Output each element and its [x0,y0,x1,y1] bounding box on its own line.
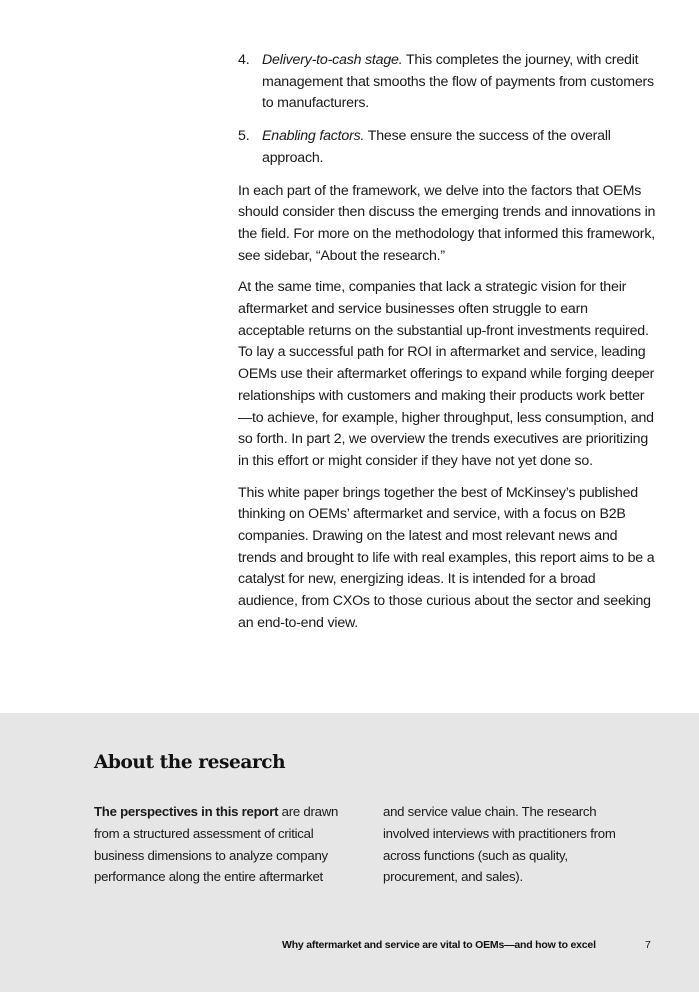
footer-title: Why aftermarket and service are vital to OEMs—and how to excel [282,939,596,951]
main-content [238,50,658,645]
list-item-label: Delivery-to-cash stage. [262,52,403,68]
list-item-text: This completes the journey, with credit management that smooths the flow of payments from customers to manufacturers. [262,52,654,112]
list-item-enabling-factors [238,126,658,169]
paragraph-framework: In each part of the framework, we delve into the factors that OEMs should consider then discuss the emerging trends and innovations in the field. For more on the methodology that informed this framework, see sidebar, “About the research.” [238,182,656,264]
sidebar-left-text: are drawn from a structured assessment of critical business dimensions to analyze company performance along the entire aftermarket [94,804,339,885]
list-item-label: Enabling factors. [262,128,365,145]
list-number: 5. [238,128,250,145]
list-item-delivery-to-cash [238,50,658,115]
sidebar-column-left [94,801,364,888]
paragraph-white-paper: This white paper brings together the best of McKinsey’s published thinking on OEMs’ aftermarket and service, with a focus on B2B companies. Drawing on the latest and most relevant news and trends and brought to life with real examples, this report aims to be a catalyst for new, energizing ideas. It is intended for a broad audience, from CXOs to those curious about the sector and seeking an end-to-end view. [238,484,655,631]
paragraph-strategic-vision: At the same time, companies that lack a strategic vision for their aftermarket and service businesses often struggle to earn acceptable returns on the substantial up-front investments required. To lay a successful path for ROI in aftermarket and service, leading OEMs use their aftermarket offerings to expand while forging deeper relationships with customers and making their products work better—to achieve, for example, higher throughput, less consumption, and so forth. In part 2, we overview the trends executives are prioritizing in this effort or might consider if they have not yet done so. [238,279,655,469]
page-number: 7 [645,939,651,951]
list-item-text: These ensure the success of the overall approach. [262,128,611,166]
sidebar-column-right: and service value chain. The research involved interviews with practitioners from across functions (such as quality, procurement, and sales). [383,804,616,885]
list-number: 4. [238,52,250,68]
sidebar-title: About the research [94,752,286,773]
sidebar-lead: The perspectives in this report [94,804,279,819]
